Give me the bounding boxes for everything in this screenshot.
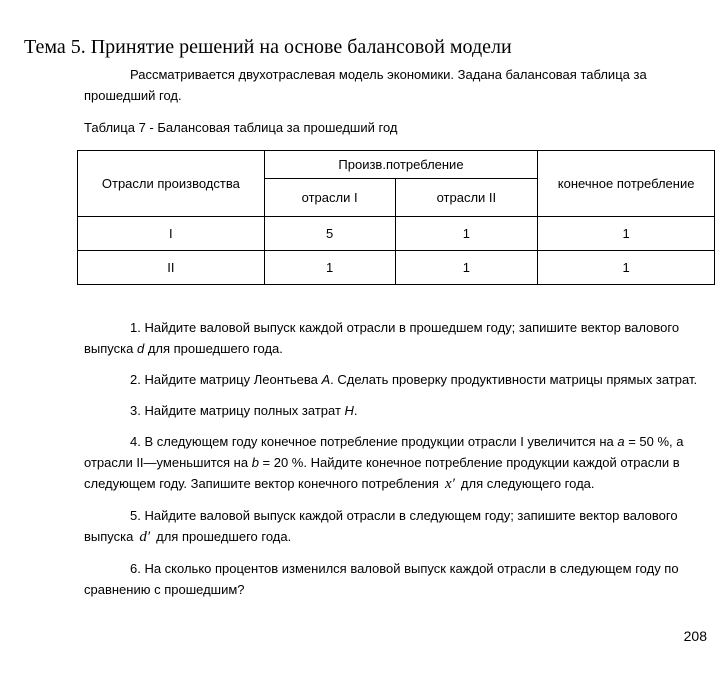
header-production: Произв.потребление (264, 151, 538, 179)
row-cell: 1 (264, 251, 395, 285)
task-4: 4. В следующем году конечное потребление продукции отрасли I увеличится на a = 50 %, а отрасли II—уменьшится на b = 20 %. Найдите конечное потребление продукции каждой отрасли в следующем году. Запишите вектор конечного потребления x′ для следующего года. (84, 434, 684, 492)
row-sector: I (78, 217, 265, 251)
page-title: Тема 5. Принятие решений на основе балансовой модели (24, 36, 512, 58)
task-list (84, 317, 706, 610)
row-sector: II (78, 251, 265, 285)
row-cell: 1 (395, 251, 538, 285)
page-number: 208 (683, 628, 707, 644)
row-cell: 1 (538, 251, 715, 285)
row-cell: 1 (395, 217, 538, 251)
table-row (78, 217, 715, 251)
table-row (78, 251, 715, 285)
intro-paragraph: Рассматривается двухотраслевая модель экономики. Задана балансовая таблица за прошедший год. (84, 67, 647, 103)
header-sectors: Отрасли производства (78, 151, 265, 217)
header-final: конечное потребление (538, 151, 715, 217)
task-2: 2. Найдите матрицу Леонтьева A. Сделать проверку продуктивности матрицы прямых затрат. (130, 372, 698, 387)
task-3: 3. Найдите матрицу полных затрат H. (130, 403, 358, 418)
task-6: 6. На сколько процентов изменился валовой выпуск каждой отрасли в следующем году по сравнению с прошедшим? (84, 561, 679, 597)
task-1: 1. Найдите валовой выпуск каждой отрасли в прошедшем году; запишите вектор валового выпуска d для прошедшего года. (84, 320, 680, 356)
row-cell: 1 (538, 217, 715, 251)
task-5: 5. Найдите валовой выпуск каждой отрасли в следующем году; запишите вектор валового выпуска d′ для прошедшего года. (84, 508, 678, 545)
balance-table (77, 150, 715, 285)
table-caption: Таблица 7 - Балансовая таблица за прошедший год (84, 120, 398, 135)
header-sector2: отрасли II (395, 179, 538, 217)
row-cell: 5 (264, 217, 395, 251)
header-sector1: отрасли I (264, 179, 395, 217)
